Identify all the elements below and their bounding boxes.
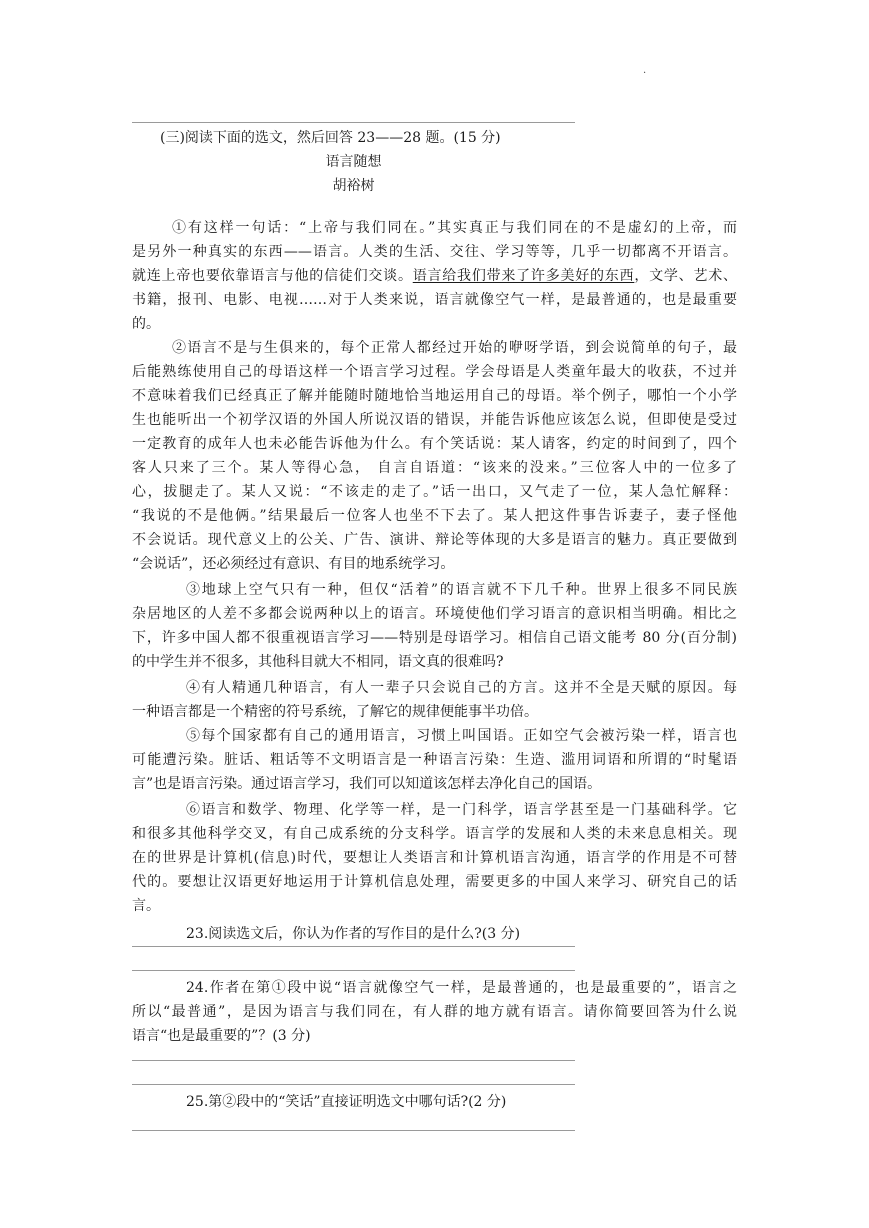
question-24-line: 24.作者在第①段中说“语言就像空气一样，是最普通的，也是最重要的”，语言之 — [186, 980, 737, 996]
text-line: ③地球上空气只有一种，但仅“活着”的语言就不下几千种。世界上很多不同民族 — [186, 582, 737, 598]
text-line: 的。 — [132, 316, 160, 332]
answer-line[interactable] — [132, 1060, 575, 1061]
question-23: 23.阅读选文后，你认为作者的写作目的是什么?(3 分) — [186, 926, 521, 942]
text-line: 不意味着我们已经真正了解并能随时随地恰当地运用自己的母语。举个例子，哪怕一个小学 — [132, 388, 737, 404]
text-line: ①有这样一句话：“上帝与我们同在。”其实真正与我们同在的不是虚幻的上帝，而 — [172, 220, 737, 236]
text-line: ⑤每个国家都有自己的通用语言，习惯上叫国语。正如空气会被污染一样，语言也 — [186, 728, 737, 744]
text-line: 客人只来了三个。某人等得心急， 自言自语道：“该来的没来。”三位客人中的一位多了 — [132, 460, 737, 476]
text-segment: ，文学、艺术、 — [634, 268, 738, 284]
text-line: ④有人精通几种语言，有人一辈子只会说自己的方言。这并不全是天赋的原因。每 — [186, 680, 737, 696]
text-line: 言”也是语言污染。通过语言学习，我们可以知道该怎样去净化自己的国语。 — [132, 776, 602, 792]
text-line: ⑥语言和数学、物理、化学等一样，是一门科学，语言学甚至是一门基础科学。它 — [186, 802, 737, 818]
text-line: 心，拔腿走了。某人又说：“不该走的走了。”话一出口，又气走了一位，某人急忙解释： — [132, 484, 737, 500]
article-title: 语言随想 — [325, 154, 382, 170]
text-line: 是另外一种真实的东西——语言。人类的生活、交往、学习等等，几乎一切都离不开语言。 — [132, 244, 737, 260]
text-line: ②语言不是与生俱来的，每个正常人都经过开始的咿呀学语，到会说简单的句子，最 — [172, 340, 737, 356]
question-25: 25.第②段中的“笑话”直接证明选文中哪句话?(2 分) — [186, 1094, 507, 1110]
text-line: 书籍，报刊、电影、电视……对于人类来说，语言就像空气一样，是最普通的，也是最重要 — [132, 292, 737, 308]
text-line: 代的。要想让汉语更好地运用于计算机信息处理，需要更多的中国人来学习、研究自己的话 — [132, 874, 737, 890]
text-line: 言。 — [132, 898, 160, 914]
section-instruction: (三)阅读下面的选文，然后回答 23——28 题。(15 分) — [160, 130, 501, 146]
question-24-line: 所以“最普通”，是因为语言与我们同在，有人群的地方就有语言。请你简要回答为什么说 — [132, 1004, 737, 1020]
text-line: 可能遭污染。脏话、粗话等不文明语言是一种语言污染：生造、滥用词语和所谓的“时髦语 — [132, 752, 737, 768]
answer-line[interactable] — [132, 1084, 575, 1085]
text-segment: 就连上帝也要依靠语言与他的信徒们交谈。 — [132, 268, 413, 284]
text-line — [132, 266, 737, 286]
article-author: 胡裕树 — [332, 178, 375, 194]
answer-line[interactable] — [132, 946, 575, 947]
text-line: 在的世界是计算机(信息)时代，要想让人类语言和计算机语言沟通，语言学的作用是不可替 — [132, 850, 737, 866]
text-line: “会说话”，还必须经过有意识、有目的地系统学习。 — [132, 556, 455, 572]
text-line: “我说的不是他俩。”结果最后一位客人也坐不下去了。某人把这件事告诉妻子，妻子怪他 — [132, 508, 737, 524]
answer-line[interactable] — [132, 970, 575, 971]
top-rule — [132, 122, 575, 123]
text-line: 生也能听出一个初学汉语的外国人所说汉语的错误，并能告诉他应该怎么说，但即使是受过 — [132, 412, 737, 428]
text-line: 和很多其他科学交叉，有自己成系统的分支科学。语言学的发展和人类的未来息息相关。现 — [132, 826, 737, 842]
question-24-line: 语言“也是最重要的”？(3 分) — [132, 1028, 311, 1044]
page-dot: . — [643, 65, 647, 76]
text-line: 下，许多中国人都不很重视语言学习——特别是母语学习。相信自己语文能考 80 分(百分制) — [132, 630, 737, 646]
text-line: 一种语言都是一个精密的符号系统，了解它的规律便能事半功倍。 — [132, 704, 538, 720]
text-line: 杂居地区的人差不多都会说两种以上的语言。环境使他们学习语言的意识相当明确。相比之 — [132, 606, 737, 622]
underlined-sentence: 语言给我们带来了许多美好的东西 — [412, 268, 635, 284]
text-line: 不会说话。现代意义上的公关、广告、演讲、辩论等体现的大多是语言的魅力。真正要做到 — [132, 532, 737, 548]
text-line: 的中学生并不很多，其他科目就大不相同，语文真的很难吗? — [132, 654, 504, 670]
answer-line[interactable] — [132, 1130, 575, 1131]
text-line: 后能熟练使用自己的母语这样一个语言学习过程。学会母语是人类童年最大的收获，不过并 — [132, 364, 737, 380]
text-line: 一定教育的成年人也未必能告诉他为什么。有个笑话说：某人请客，约定的时间到了，四个 — [132, 436, 737, 452]
